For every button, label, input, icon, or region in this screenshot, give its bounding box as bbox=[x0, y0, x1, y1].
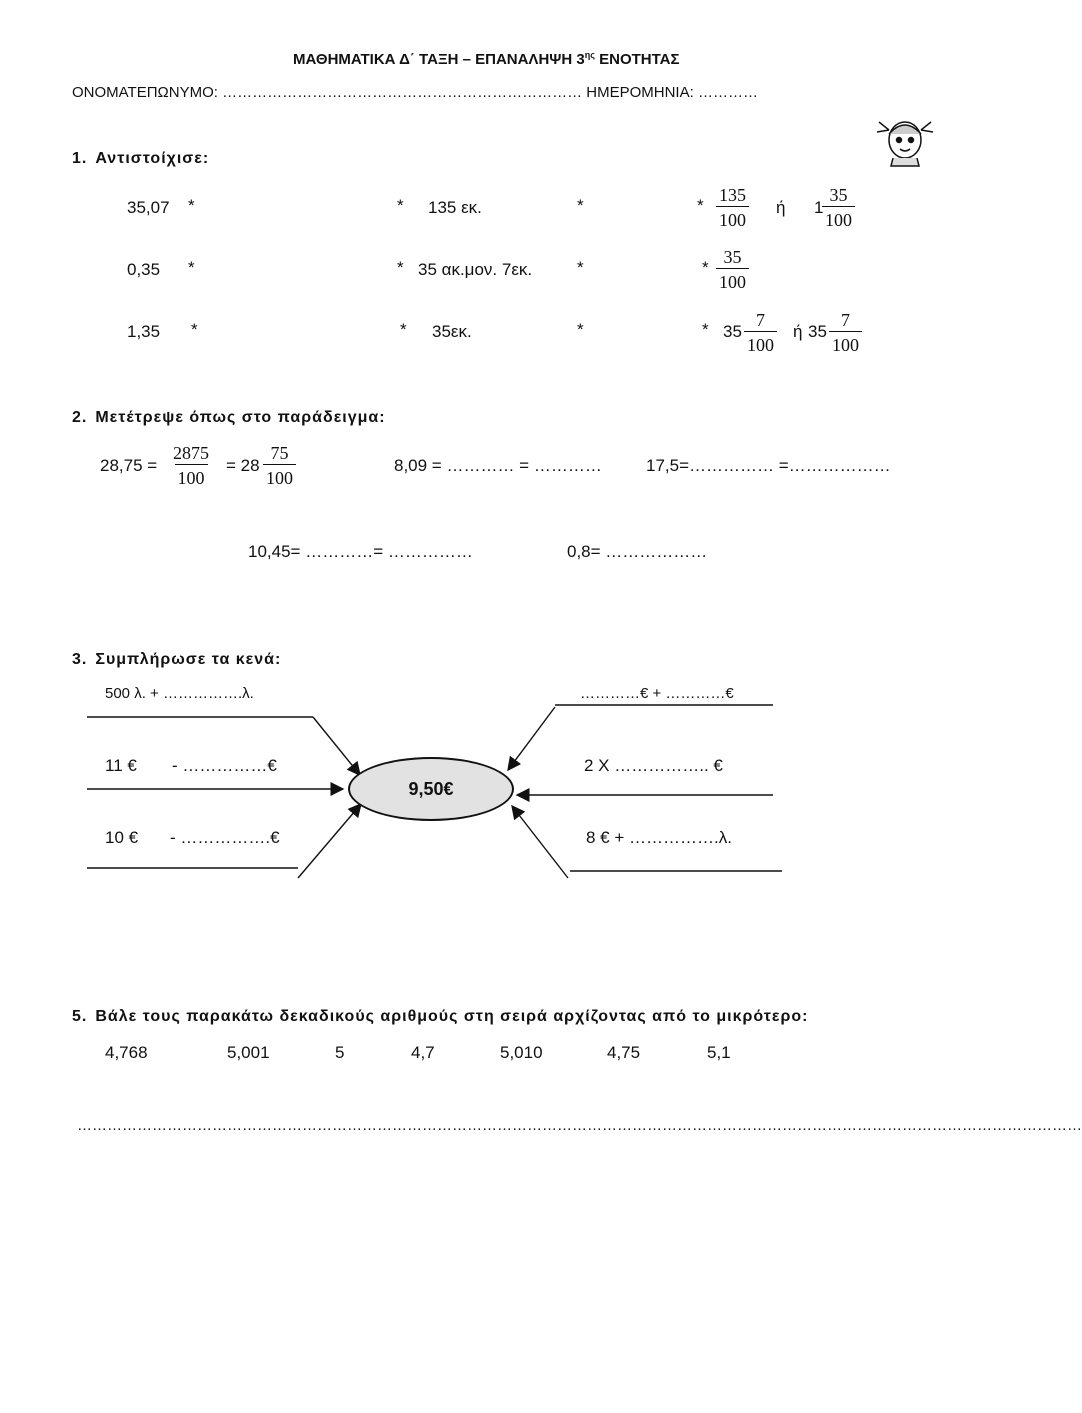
center-value: 9,50€ bbox=[408, 778, 454, 799]
q3-left-2b[interactable]: - ……………€ bbox=[172, 756, 277, 775]
q3-number: 3. bbox=[72, 651, 88, 668]
center-value-ellipse bbox=[348, 757, 514, 821]
q1-title: Αντιστοίχισε: bbox=[95, 150, 210, 167]
q1-mid-3: 35εκ. bbox=[432, 322, 472, 341]
q1-mid-2: 35 ακ.μον. 7εκ. bbox=[418, 260, 533, 279]
q2-heading bbox=[72, 409, 386, 427]
fraction-7-100-a bbox=[744, 309, 777, 356]
arrow-left-bottom bbox=[298, 804, 361, 878]
numerator: 35 bbox=[829, 185, 848, 205]
q2-item-17-5[interactable]: 17,5=…………… =……………… bbox=[646, 456, 891, 475]
q5-number-6: 4,75 bbox=[607, 1043, 641, 1062]
q1-star-r1[interactable]: * bbox=[697, 196, 704, 215]
denominator: 100 bbox=[263, 464, 296, 489]
q2-title: Μετέτρεψε όπως στο παράδειγμα: bbox=[95, 409, 386, 426]
q5-heading bbox=[72, 1008, 809, 1026]
denominator: 100 bbox=[822, 206, 855, 231]
q1-left-1: 35,07 bbox=[127, 198, 170, 217]
q1-heading bbox=[72, 150, 209, 168]
q3-right-2[interactable]: 2 Χ …………….. € bbox=[584, 756, 723, 775]
fraction-35-100-a bbox=[822, 184, 855, 231]
q5-title: Βάλε τους παρακάτω δεκαδικούς αριθμούς στη σειρά αρχίζοντας από το μικρότερο: bbox=[95, 1008, 809, 1025]
or-word: ή bbox=[776, 198, 786, 217]
title-superscript: ης bbox=[584, 50, 595, 60]
q3-left-3a: 10 € bbox=[105, 828, 139, 847]
q1-star-m3[interactable]: * bbox=[400, 320, 407, 339]
q5-number-7: 5,1 bbox=[707, 1043, 731, 1062]
q2-item-8-09[interactable]: 8,09 = ………… = ………… bbox=[394, 456, 602, 475]
numerator: 135 bbox=[719, 185, 746, 205]
fraction-2875-100 bbox=[170, 442, 212, 489]
fraction-35-100-b bbox=[716, 246, 749, 293]
q1-star-m2b[interactable]: * bbox=[577, 258, 584, 277]
denominator: 100 bbox=[744, 331, 777, 356]
whole-35-b: 35 bbox=[808, 322, 827, 341]
q3-left-1[interactable]: 500 λ. + …………….λ. bbox=[105, 685, 254, 702]
fraction-7-100-b bbox=[829, 309, 862, 356]
q1-star-l2[interactable]: * bbox=[188, 258, 195, 277]
title-end: ΕΝΟΤΗΤΑΣ bbox=[594, 51, 680, 68]
numerator: 7 bbox=[841, 310, 850, 330]
numerator: 35 bbox=[723, 247, 742, 267]
or-word-2: ή bbox=[793, 322, 803, 341]
q2-item-0-8[interactable]: 0,8= ……………… bbox=[567, 542, 708, 561]
q5-number-2: 5,001 bbox=[227, 1043, 270, 1062]
numerator: 7 bbox=[756, 310, 765, 330]
whole-35-a: 35 bbox=[723, 322, 742, 341]
q5-number-5: 5,010 bbox=[500, 1043, 543, 1062]
arrow-right-top bbox=[508, 707, 555, 770]
q2-item-10-45[interactable]: 10,45= …………= …………… bbox=[248, 542, 473, 561]
example-lhs: 28,75 = bbox=[100, 456, 158, 475]
q1-star-m2[interactable]: * bbox=[397, 258, 404, 277]
q3-left-2a: 11 € bbox=[105, 756, 137, 775]
q5-number-4: 4,7 bbox=[411, 1043, 435, 1062]
q1-star-l3[interactable]: * bbox=[191, 320, 198, 339]
q2-number: 2. bbox=[72, 409, 88, 426]
q1-star-r3[interactable]: * bbox=[702, 320, 709, 339]
q1-left-3: 1,35 bbox=[127, 322, 161, 341]
q1-mid-1: 135 εκ. bbox=[428, 198, 482, 217]
q3-heading bbox=[72, 651, 281, 669]
fraction-135-100 bbox=[716, 184, 749, 231]
q3-title: Συμπλήρωσε τα κενά: bbox=[95, 651, 282, 668]
denominator: 100 bbox=[716, 206, 749, 231]
numerator: 75 bbox=[270, 443, 289, 463]
q1-star-m1b[interactable]: * bbox=[577, 196, 584, 215]
example-mid: = 28 bbox=[226, 456, 260, 475]
title-text: ΜΑΘΗΜΑΤΙΚΑ Δ΄ ΤΑΞΗ – ΕΠΑΝΑΛΗΨΗ 3 bbox=[293, 51, 585, 68]
q3-left-3b[interactable]: - …………….€ bbox=[170, 828, 280, 847]
numerator: 2875 bbox=[173, 443, 209, 463]
q3-right-1[interactable]: …………€ + …………€ bbox=[580, 685, 734, 702]
q1-star-r2[interactable]: * bbox=[702, 258, 709, 277]
denominator: 100 bbox=[829, 331, 862, 356]
q1-star-l1[interactable]: * bbox=[188, 196, 195, 215]
q1-star-m3b[interactable]: * bbox=[577, 320, 584, 339]
q1-number: 1. bbox=[72, 150, 88, 167]
name-date-line: ΟΝΟΜΑΤΕΠΩΝΥΜΟ: ……………………………………………………………… ΗΜΕΡΟΜΗΝΙΑ: ………… bbox=[72, 84, 758, 101]
arrow-right-bottom bbox=[512, 806, 568, 878]
q1-star-m1[interactable]: * bbox=[397, 196, 404, 215]
q3-right-3[interactable]: 8 € + …………….λ. bbox=[586, 828, 732, 847]
q5-number: 5. bbox=[72, 1008, 88, 1025]
page-title bbox=[293, 50, 680, 68]
denominator: 100 bbox=[716, 268, 749, 293]
whole-1: 1 bbox=[814, 198, 824, 217]
q1-left-2: 0,35 bbox=[127, 260, 161, 279]
denominator: 100 bbox=[175, 464, 208, 489]
q5-number-1: 4,768 bbox=[105, 1043, 148, 1062]
q5-number-3: 5 bbox=[335, 1043, 345, 1062]
q5-answer-line[interactable]: ………………………………………………………………………………………………………………………………………………………………………………… bbox=[77, 1117, 1082, 1134]
arrow-left-top bbox=[313, 717, 360, 775]
fraction-75-100 bbox=[263, 442, 296, 489]
